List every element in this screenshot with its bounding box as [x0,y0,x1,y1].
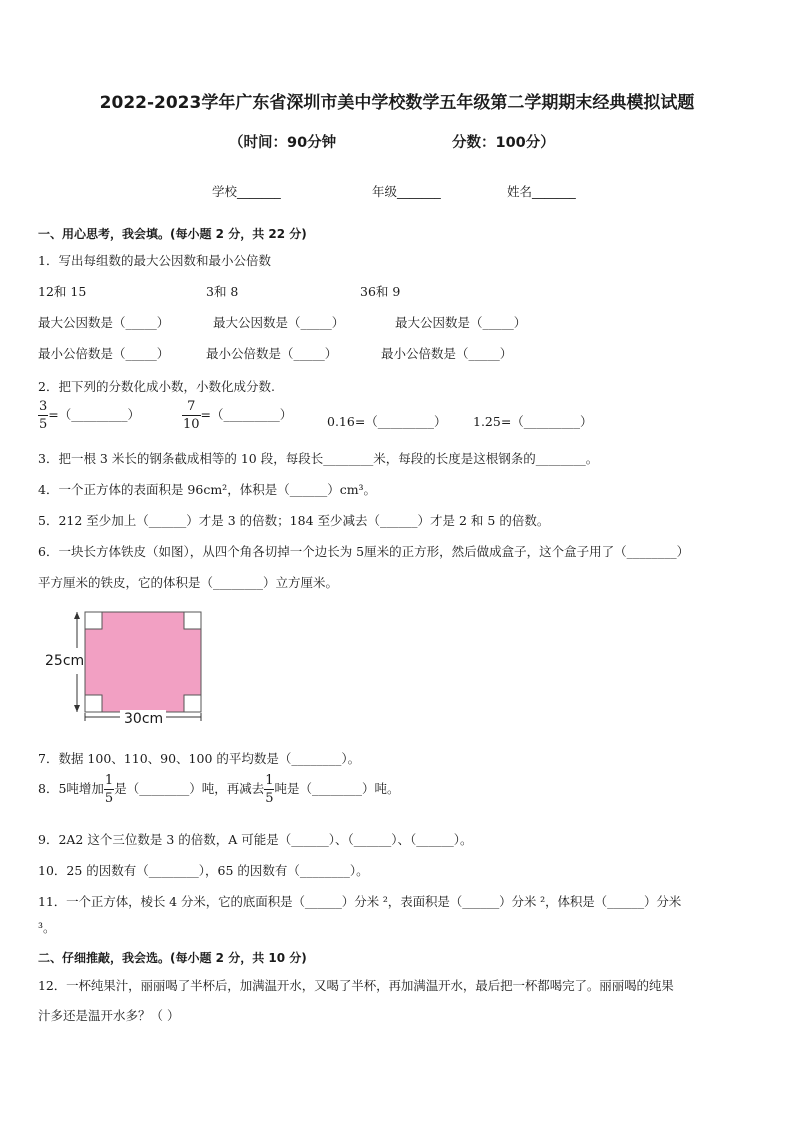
corner-square [184,612,201,629]
q1-stem: 1．写出每组数的最大公因数和最小公倍数 [38,253,271,268]
fraction: $\frac{3}{5}$ [39,399,48,432]
section-2-heading: 二、仔细推敲，我会选。(每小题 2 分，共 10 分) [38,951,307,965]
fraction: $\frac{1}{5}$ [265,773,274,806]
q3: 3．把一根 3 米长的钢条截成相等的 10 段，每段长________米，每段的长度是这根钢条的________。 [38,451,599,466]
height-label: 25cm [45,653,85,669]
q12-line-1: 12．一杯纯果汁，丽丽喝了半杯后，加满温开水，又喝了半杯，再加满温开水，最后把一杯都喝完了。丽丽喝的纯果 [38,978,674,993]
q2-item-1: $\frac{3}{5}$ =（_________） [39,399,141,432]
q4: 4．一个正方体的表面积是 96cm²，体积是（______）cm³。 [38,482,377,497]
q5: 5．212 至少加上（______）才是 3 的倍数；184 至少减去（______）才是 2 和 5 的倍数。 [38,513,550,528]
q1-gcd-blank: 最大公因数是（_____） [395,315,527,330]
q1-gcd-blank: 最大公因数是（_____） [213,315,345,330]
name-field: 姓名_______ [507,184,576,199]
q1-group: 3和 8 [206,284,239,299]
corner-square [85,695,102,712]
q2-stem: 2．把下列的分数化成小数，小数化成分数. [38,379,275,394]
section-1-heading: 一、用心思考，我会填。(每小题 2 分，共 22 分) [38,227,307,241]
time-info: （时间：90分钟 [229,135,337,151]
q12-line-2: 汁多还是温开水多？（ ） [38,1008,180,1023]
q7: 7．数据 100、110、90、100 的平均数是（________）。 [38,751,361,766]
score-info: 分数：100分） [452,135,555,151]
q1-lcm-blank: 最小公倍数是（_____） [38,346,170,361]
corner-square [85,612,102,629]
fraction: $\frac{7}{10}$ [183,399,200,432]
fraction: $\frac{1}{5}$ [104,773,114,806]
school-field: 学校_______ [212,184,281,199]
q11-line-1: 11．一个正方体，棱长 4 分米，它的底面积是（______）分米 ²，表面积是（______）分米 ²，体积是（______）分米 [38,894,682,909]
grade-field: 年级_______ [372,184,441,199]
q11-line-2: ³。 [38,920,56,935]
q2-item-2: $\frac{7}{10}$ =（_________） [183,399,293,432]
q6-figure [40,604,220,730]
q1-group: 36和 9 [360,284,401,299]
page-title: 2022-2023学年广东省深圳市美中学校数学五年级第二学期期末经典模拟试题 [99,93,695,113]
q8: 8．5吨增加 $\frac{1}{5}$ 是（________）吨，再减去 $\frac{1}{5}$ 吨是（________）吨。 [38,773,400,806]
arrow-down [74,705,80,712]
q6-line-2: 平方厘米的铁皮，它的体积是（________）立方厘米。 [38,575,339,590]
q6-line-1: 6．一块长方体铁皮（如图），从四个角各切掉一个边长为 5厘米的正方形，然后做成盒子，这个盒子用了（________） [38,544,690,559]
q1-group: 12和 15 [38,284,87,299]
width-label: 30cm [124,711,164,727]
q1-gcd-blank: 最大公因数是（_____） [38,315,170,330]
q10: 10．25 的因数有（________），65 的因数有（________）。 [38,863,369,878]
q1-lcm-blank: 最小公倍数是（_____） [206,346,338,361]
q2-item-4: 1.25=（_________） [473,414,593,429]
corner-square [184,695,201,712]
q9: 9．2A2 这个三位数是 3 的倍数，A 可能是（______）、（______）、（______）。 [38,832,473,847]
q1-lcm-blank: 最小公倍数是（_____） [381,346,513,361]
arrow-up [74,612,80,619]
q2-item-3: 0.16=（_________） [327,414,447,429]
